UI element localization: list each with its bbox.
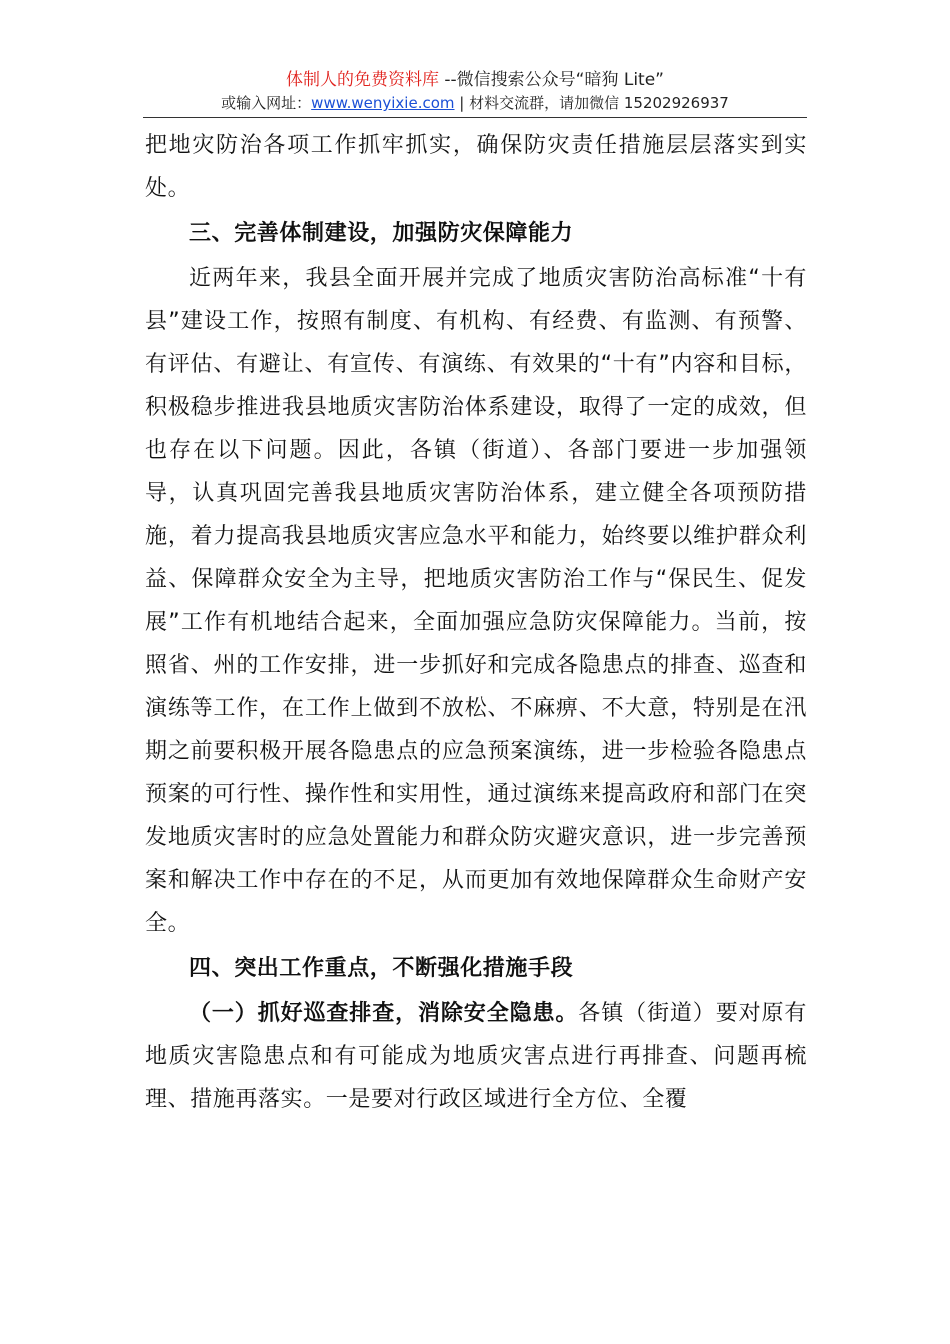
header-contact: | 材料交流群，请加微信 15202926937 [454, 94, 729, 112]
section-3-paragraph: 近两年来，我县全面开展并完成了地质灾害防治高标准“十有县”建设工作，按照有制度、有机构、有经费、有监测、有预警、有评估、有避让、有宣传、有演练、有效果的“十有”内容和目标，积极稳步推进我县地质灾害防治体系建设，取得了一定的成效，但也存在以下问题。因此，各镇（街道）、各部门要进一步加强领导，认真巩固完善我县地质灾害防治体系，建立健全各项预防措施，着力提高我县地质灾害应急水平和能力，始终要以维护群众利益、保障群众安全为主导，把地质灾害防治工作与“保民生、促发展”工作有机地结合起来，全面加强应急防灾保障能力。当前，按照省、州的工作安排，进一步抓好和完成各隐患点的排查、巡查和演练等工作，在工作上做到不放松、不麻痹、不大意，特别是在汛期之前要积极开展各隐患点的应急预案演练，进一步检验各隐患点预案的可行性、操作性和实用性，通过演练来提高政府和部门在突发地质灾害时的应急处置能力和群众防灾避灾意识，进一步完善预案和解决工作中存在的不足，从而更加有效地保障群众生命财产安全。 [145, 266, 807, 936]
header-line-1 [0, 68, 950, 92]
header-tagline: --微信搜索公众号“暗狗 Lite” [438, 70, 664, 90]
section-heading-3: 三、完善体制建设，加强防灾保障能力 [189, 221, 574, 246]
document-body [145, 124, 807, 1121]
header-url-link[interactable]: www.wenyixie.com [311, 94, 455, 112]
section-heading-4: 四、突出工作重点，不断强化措施手段 [189, 956, 574, 981]
header-url-prefix: 或输入网址： [221, 94, 312, 112]
header-line-2 [0, 92, 950, 114]
subsection-1-paragraph [145, 992, 807, 1121]
page-header [0, 68, 950, 114]
subsection-1-title: （一）抓好巡查排查，消除安全隐患。 [189, 1001, 579, 1026]
subsection-1-body: 各镇（街道）要对原有地质灾害隐患点和有可能成为地质灾害点进行再排查、问题再梳理、措施再落实。一是要对行政区域进行全方位、全覆 [145, 1001, 807, 1112]
header-brand: 体制人的免费资料库 [285, 70, 439, 90]
paragraph-continued: 把地灾防治各项工作抓牢抓实，确保防灾责任措施层层落实到实处。 [145, 133, 807, 201]
header-divider [143, 117, 807, 118]
